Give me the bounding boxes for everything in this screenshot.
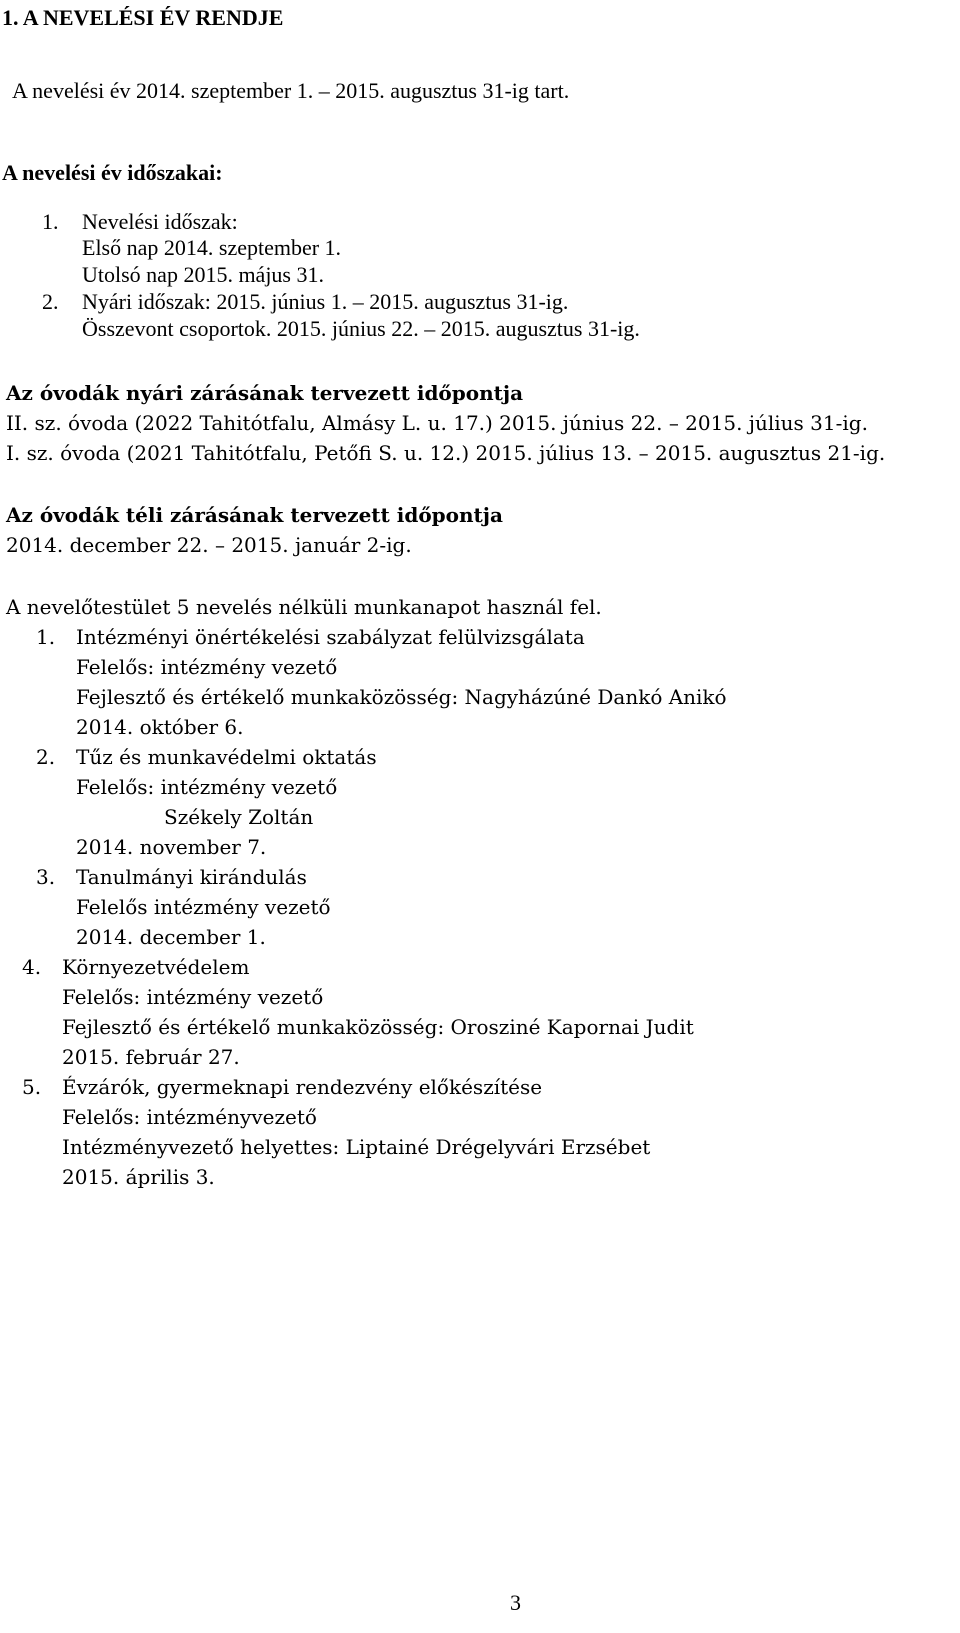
period-detail: Utolsó nap 2015. május 31. xyxy=(82,262,324,287)
period-detail: Első nap 2014. szeptember 1. xyxy=(82,235,342,260)
winter-closure-heading: Az óvodák téli zárásának tervezett időpontja xyxy=(6,503,503,527)
period-item-1 xyxy=(42,209,238,235)
workday-line: Fejlesztő és értékelő munkaközösség: Nagyházúné Dankó Anikó xyxy=(76,685,727,709)
list-number: 1. xyxy=(36,625,56,649)
workday-line: Felelős: intézmény vezető xyxy=(62,985,324,1009)
period-item-2 xyxy=(42,289,568,315)
workday-line: Felelős: intézmény vezető xyxy=(76,655,338,679)
workday-line: Felelős intézmény vezető xyxy=(76,895,331,919)
workday-line: Felelős: intézmény vezető xyxy=(76,775,338,799)
list-number: 2. xyxy=(36,745,56,769)
periods-heading: A nevelési év időszakai: xyxy=(2,160,223,185)
list-number: 3. xyxy=(36,865,56,889)
workday-line: 2015. február 27. xyxy=(62,1045,240,1069)
workday-line: 2014. november 7. xyxy=(76,835,267,859)
winter-closure-line: 2014. december 22. – 2015. január 2-ig. xyxy=(6,533,412,557)
workday-line: 2014. október 6. xyxy=(76,715,244,739)
school-year-span: A nevelési év 2014. szeptember 1. – 2015. augusztus 31-ig tart. xyxy=(12,78,570,103)
workday-item-5 xyxy=(22,1074,542,1100)
workday-line: Felelős: intézményvezető xyxy=(62,1105,317,1129)
workday-title: Tanulmányi kirándulás xyxy=(76,865,307,889)
workday-title: Tűz és munkavédelmi oktatás xyxy=(76,745,377,769)
workday-line: Székely Zoltán xyxy=(164,805,314,829)
workday-item-4 xyxy=(22,954,249,980)
period-label: Nevelési időszak: xyxy=(82,209,238,234)
workday-title: Intézményi önértékelési szabályzat felülvizsgálata xyxy=(76,625,585,649)
summer-closure-heading: Az óvodák nyári zárásának tervezett időpontja xyxy=(6,381,524,405)
workday-item-2 xyxy=(36,744,377,770)
workday-line: Fejlesztő és értékelő munkaközösség: Orosziné Kapornai Judit xyxy=(62,1015,694,1039)
list-number: 1. xyxy=(42,209,59,234)
list-number: 2. xyxy=(42,289,59,314)
list-number: 5. xyxy=(22,1075,42,1099)
workday-item-1 xyxy=(36,624,585,650)
document-title: 1. A NEVELÉSI ÉV RENDJE xyxy=(2,5,284,30)
summer-closure-line: I. sz. óvoda (2021 Tahitótfalu, Petőfi S. u. 12.) 2015. július 13. – 2015. augusztus 21-ig. xyxy=(6,441,886,465)
workday-title: Környezetvédelem xyxy=(62,955,250,979)
workday-item-3 xyxy=(36,864,307,890)
period-detail: Összevont csoportok. 2015. június 22. – 2015. augusztus 31-ig. xyxy=(82,316,640,341)
workday-line: 2014. december 1. xyxy=(76,925,266,949)
workdays-intro: A nevelőtestület 5 nevelés nélküli munkanapot használ fel. xyxy=(6,595,602,619)
summer-closure-line: II. sz. óvoda (2022 Tahitótfalu, Almásy L. u. 17.) 2015. június 22. – 2015. július 31-ig. xyxy=(6,411,868,435)
period-label: Nyári időszak: 2015. június 1. – 2015. augusztus 31-ig. xyxy=(82,289,569,314)
list-number: 4. xyxy=(22,955,42,979)
workday-line: Intézményvezető helyettes: Liptainé Drégelyvári Erzsébet xyxy=(62,1135,651,1159)
workday-line: 2015. április 3. xyxy=(62,1165,215,1189)
workday-title: Évzárók, gyermeknapi rendezvény előkészítése xyxy=(62,1075,543,1099)
page-number: 3 xyxy=(510,1590,521,1615)
